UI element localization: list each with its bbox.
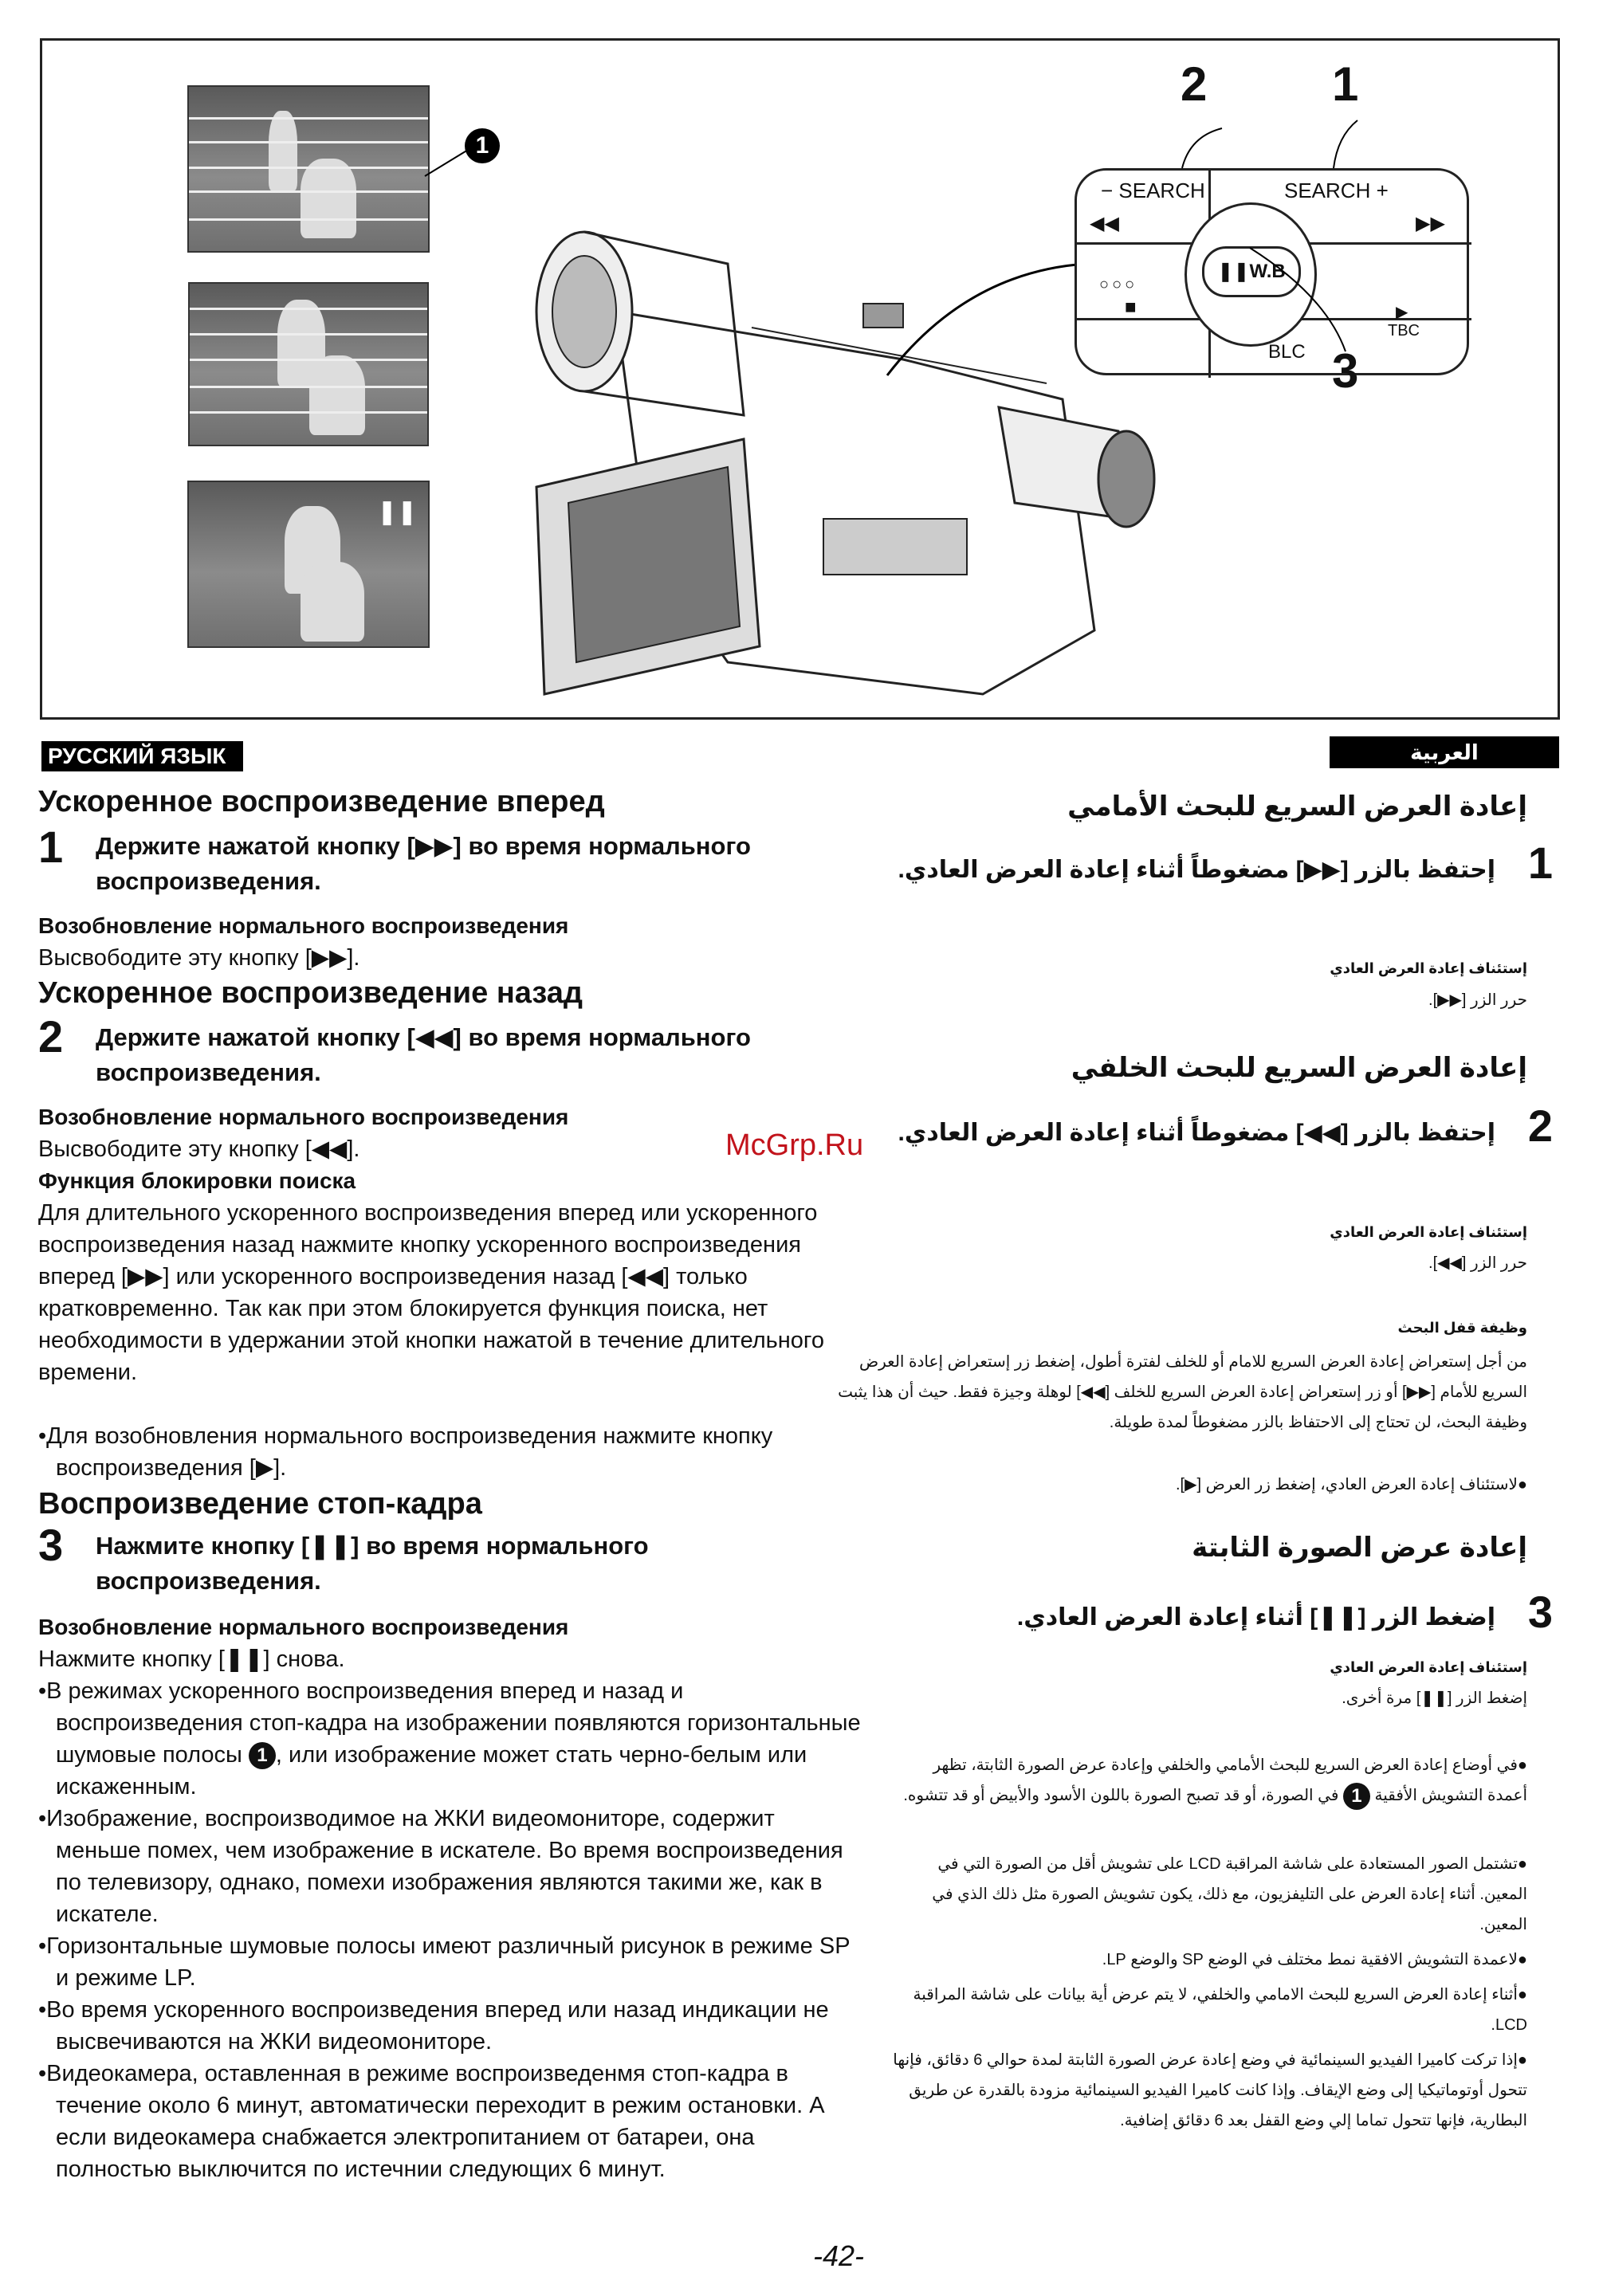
- ru-search-lock-heading: Функция блокировки поиска: [38, 1168, 356, 1193]
- tbc-label: TBC: [1388, 322, 1420, 339]
- watermark: McGrp.Ru: [725, 1128, 864, 1162]
- ar-step-3-text: إضغط الزر [❚❚] أثناء إعادة العرض العادي.: [1016, 1604, 1495, 1631]
- ar-search-lock-text: من أجل إستعراض إعادة العرض السريع للامام أو للخلف لفترة أطول، إضغط زر إستعراض إعادة العرض السريع للأمام [▶▶] أو زر إستعراض إعادة العرض السريع للخلف [◀◀] لوهلة وجيزة فقط. حيث أن هذا يثبت وظيفة البحث، لن تحتاج إلى الاحتفاظ بالزر مضغوطاً لمدة طويلة.: [838, 1353, 1527, 1431]
- ar-resume-heading-1: إستئناف إعادة العرض العادي: [1330, 960, 1527, 976]
- ar-note-bullet-1: ●في أوضاع إعادة العرض السريع للبحث الأمامي والخلفي وإعادة عرض الصورة الثابتة، تظهر أعمدة التشويش الأفقية 1 في الصورة، أو قد تصبح الصورة باللون الأسود والأبيض أو قد تتشوه.: [890, 1750, 1527, 1811]
- ru-step-1-text: Держите нажатой кнопку [▶▶] во время нормального воспроизведения.: [96, 832, 751, 895]
- ru-resume-text-3: Нажмите кнопку [❚❚] снова.: [38, 1646, 345, 1672]
- callout-3: 3: [1332, 344, 1359, 398]
- ar-rewind-title: إعادة العرض السريع للبحث الخلفي: [1071, 1053, 1527, 1083]
- callout-1: 1: [1332, 57, 1359, 111]
- ar-resume-text-1: حرر الزر [▶▶].: [1428, 991, 1527, 1009]
- callout-lines: [1134, 88, 1373, 375]
- blc-button-label[interactable]: BLC: [1268, 341, 1306, 363]
- ar-resume-heading-3: إستئناف إعادة العرض العادي: [1330, 1659, 1527, 1675]
- ru-still-frame-title: Воспроизведение стоп-кадра: [38, 1487, 482, 1521]
- ar-step-1-number: 1: [1527, 838, 1553, 888]
- indicator-dots: ○○○: [1099, 276, 1138, 293]
- ar-search-lock-bullet: ●لاستئناف إعادة العرض العادي، إضغط زر العرض [▶].: [1175, 1476, 1527, 1493]
- ar-step-1-text: إحتفظ بالزر [▶▶] مضغوطاً أثناء إعادة العرض العادي.: [898, 857, 1495, 883]
- ru-step-2-text: Держите нажатой кнопку [◀◀] во время нормального воспроизведения.: [96, 1023, 751, 1086]
- ar-note-bullet-5: ●إذا تركت كاميرا الفيديو السينمائية في وضع إعادة عرض الصورة الثابتة لمدة حوالي 6 دقائق، فإنها تتحول أوتوماتيكيا إلى وضع الإيقاف. وإذا كانت كاميرا الفيديو السينمائية مزودة بالقدرة عن طريق البطارية، فإنها تتحول تماما إلي وضع القفل بعد 6 دقائق إضافية.: [893, 2051, 1527, 2129]
- ar-note-bullet-2: ●تشتمل الصور المستعادة على شاشة المراقبة LCD على تشويش أقل من الصورة التي في المعين. أثناء إعادة العرض على التليفزيون، مع ذلك، يكون تشويش الصورة مثل ذلك الذي في المعين.: [932, 1855, 1527, 1933]
- ru-step-3-text: Нажмите кнопку [❚❚] во время нормального воспроизведения.: [96, 1532, 649, 1595]
- page-number: -42-: [813, 2239, 865, 2272]
- ru-resume-text-1: Высвободите эту кнопку [▶▶].: [38, 945, 360, 971]
- ar-step-2-number: 2: [1527, 1101, 1553, 1151]
- ru-note-bullet-4: •Во время ускоренного воспроизведения вперед или назад индикации не высвечиваются на ЖКИ видеомониторе.: [38, 1997, 829, 2055]
- ru-rewind-title: Ускоренное воспроизведение назад: [38, 976, 583, 1010]
- russian-language-label: РУССКИЙ ЯЗЫК: [41, 741, 243, 771]
- still-frame-screen-thumbnail: [187, 481, 430, 648]
- stop-button[interactable]: ■: [1125, 296, 1137, 318]
- ar-step-2-text: إحتفظ بالزر [◀◀] مضغوطاً أثناء إعادة العرض العادي.: [898, 1120, 1495, 1146]
- search-minus-label: − SEARCH: [1101, 179, 1205, 202]
- pause-indicator: ❚❚: [377, 499, 418, 525]
- ru-search-lock-bullet: •Для возобновления нормального воспроизведения нажмите кнопку воспроизведения [▶].: [38, 1423, 773, 1481]
- rewind-button[interactable]: ◀◀: [1090, 213, 1119, 234]
- ar-resume-text-2: حرر الزر [◀◀].: [1428, 1254, 1527, 1272]
- ru-step-1-number: 1: [38, 822, 64, 872]
- pause-wb-button[interactable]: ❚❚W.B: [1202, 246, 1301, 297]
- ru-fast-forward-title: Ускоренное воспроизведение вперед: [38, 785, 605, 818]
- ar-note-bullet-4: ●أثناء إعادة العرض السريع للبحث الامامي والخلفي، لا يتم عرض أية بيانات على شاشة المراقبة LCD.: [913, 1986, 1527, 2034]
- arabic-language-label: العربية: [1330, 736, 1559, 768]
- ru-search-lock-text: Для длительного ускоренного воспроизведения вперед или ускоренного воспроизведения назад нажмите кнопку ускоренного воспроизведения вперед [▶▶] или ускоренного воспроизведения назад [◀◀] только кратковременно. Так как при этом блокируется функция поиска, нет необходимости в удержании этой кнопки нажатой в течение длительного времени.: [38, 1200, 824, 1385]
- ru-step-3-number: 3: [38, 1520, 64, 1570]
- ru-note-bullet-3: •Горизонтальные шумовые полосы имеют различный рисунок в режиме SP и режиме LP.: [38, 1933, 851, 1991]
- ar-step-3-number: 3: [1527, 1587, 1553, 1637]
- ar-resume-heading-2: إستئناف إعادة العرض العادي: [1330, 1224, 1527, 1240]
- ru-resume-heading-1: Возобновление нормального воспроизведения: [38, 913, 569, 938]
- search-plus-label: SEARCH +: [1284, 179, 1389, 202]
- fast-forward-button[interactable]: ▶▶: [1416, 213, 1445, 234]
- ar-noise-bar-callout-icon: 1: [1343, 1783, 1370, 1810]
- noise-bar-callout-icon: 1: [249, 1742, 276, 1769]
- ru-resume-heading-2: Возобновление нормального воспроизведения: [38, 1105, 569, 1129]
- ru-step-2-number: 2: [38, 1011, 64, 1062]
- ru-resume-heading-3: Возобновление нормального воспроизведения: [38, 1615, 569, 1639]
- ru-note-bullet-5: •Видеокамера, оставленная в режиме воспроизведенмя стоп-кадра в течение около 6 минут, автоматически переходит в режим остановки. А если видеокамера снабжается электропитанием от батареи, она полностью выключится по истечнии следующих 6 минут.: [38, 2061, 825, 2182]
- ru-note-bullet-2: •Изображение, воспроизводимое на ЖКИ видеомониторе, содержит меньше помех, чем изображение в искателе. Во время воспроизведения по телевизору, однако, помехи изображения являются такими же, как в искателе.: [38, 1806, 843, 1927]
- ar-search-lock-heading: وظيفة قفل البحث: [1397, 1320, 1527, 1336]
- ar-fast-forward-title: إعادة العرض السريع للبحث الأمامي: [1067, 791, 1527, 822]
- ar-resume-text-3: إضغط الزر [❚❚] مرة أخرى.: [1342, 1690, 1527, 1707]
- play-button[interactable]: ▶: [1396, 304, 1408, 321]
- rewind-screen-thumbnail: [188, 282, 429, 446]
- ar-still-frame-title: إعادة عرض الصورة الثابتة: [1192, 1533, 1527, 1563]
- ru-note-bullet-1: •В режимах ускоренного воспроизведения вперед и назад и воспроизведения стоп-кадра на изображении появляются горизонтальные шумовые полосы 1 , или изображение может стать черно-белым или искаженным.: [38, 1678, 861, 1800]
- fast-forward-screen-thumbnail: [187, 85, 430, 253]
- callout-2: 2: [1181, 57, 1208, 111]
- noise-bar-callout-circle: 1: [465, 128, 500, 163]
- ar-note-bullet-3: ●لاعمدة التشويش الافقية نمط مختلف في الوضع SP والوضع LP.: [1102, 1951, 1527, 1968]
- ru-resume-text-2: Высвободите эту кнопку [◀◀].: [38, 1136, 360, 1162]
- illustration-frame: [40, 38, 1560, 720]
